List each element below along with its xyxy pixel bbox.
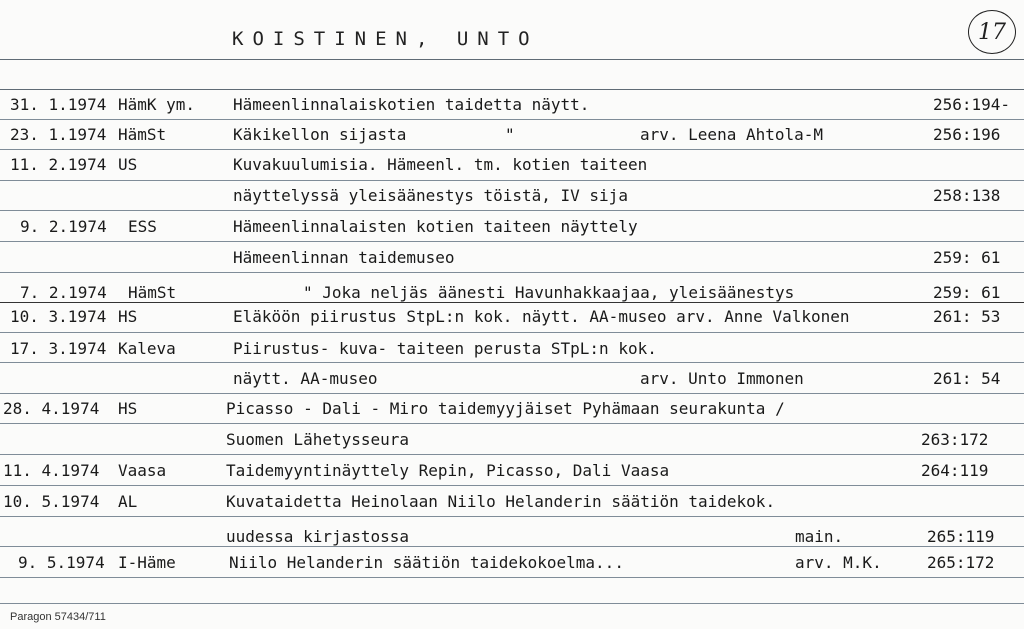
card-number-stamp: 17 [968, 10, 1016, 54]
entry-date: 9. 2.1974 [20, 217, 107, 236]
strikethrough-line [0, 302, 1024, 303]
entry-date: 31. 1.1974 [10, 95, 107, 114]
entry-text: näyttelyssä yleisäänestys töistä, IV sija [233, 186, 628, 205]
entry-text: Taidemyyntinäyttely Repin, Picasso, Dali Vaasa [226, 461, 670, 480]
card-title: KOISTINEN, UNTO [232, 28, 539, 50]
entry-text: Niilo Helanderin säätiön taidekokoelma... [229, 553, 624, 572]
entry-source: HS [118, 399, 138, 418]
entry-ref: 259: 61 [933, 283, 1001, 302]
rule-line [0, 89, 1024, 90]
rule-line [0, 210, 1024, 211]
entry-attribution: arv. Leena Ahtola-M [640, 125, 824, 144]
entry-text: Suomen Lähetysseura [226, 430, 410, 449]
rule-line [0, 485, 1024, 486]
card-entry [0, 125, 1024, 149]
entry-source: US [118, 155, 138, 174]
card-entry-struck [0, 283, 1024, 307]
entry-text: Piirustus- kuva- taiteen perusta STpL:n kok. [233, 339, 657, 358]
entry-date: 11. 4.1974 [3, 461, 100, 480]
entry-date: 10. 3.1974 [10, 307, 107, 326]
rule-line [0, 119, 1024, 120]
entry-source: ESS [128, 217, 157, 236]
entry-ref: 265:172 [927, 553, 995, 572]
entry-ref: 259: 61 [933, 248, 1001, 267]
rule-line [0, 577, 1024, 578]
entry-ref: 263:172 [921, 430, 989, 449]
card-entry [0, 492, 1024, 516]
entry-source: HämK ym. [118, 95, 196, 114]
entry-attribution: arv. Unto Immonen [640, 369, 804, 388]
rule-line [0, 59, 1024, 60]
rule-line [0, 423, 1024, 424]
entry-text: Käkikellon sijasta [233, 125, 407, 144]
entry-ditto: " [505, 125, 515, 144]
entry-source: AL [118, 492, 138, 511]
entry-ref: 256:196 [933, 125, 1001, 144]
card-entry [0, 527, 1024, 551]
rule-line [0, 149, 1024, 150]
entry-text: Hämeenlinnalaisten kotien taiteen näyttely [233, 217, 638, 236]
entry-source: I-Häme [118, 553, 176, 572]
card-entry [0, 339, 1024, 363]
card-entry [0, 186, 1024, 210]
card-footer-print: Paragon 57434/711 [10, 611, 106, 623]
entry-date: 28. 4.1974 [3, 399, 100, 418]
rule-line [0, 180, 1024, 181]
card-entry [0, 307, 1024, 331]
entry-attribution: arv. M.K. [795, 553, 882, 572]
card-entry [0, 399, 1024, 423]
rule-line [0, 332, 1024, 333]
card-entry [0, 461, 1024, 485]
entry-source: HS [118, 307, 138, 326]
entry-date: 10. 5.1974 [3, 492, 100, 511]
entry-text: " Joka neljäs äänesti Havunhakkaajaa, yleisäänestys [303, 283, 795, 302]
entry-ref: 258:138 [933, 186, 1001, 205]
entry-date: 7. 2.1974 [20, 283, 107, 302]
entry-source: HämSt [118, 125, 167, 144]
rule-line [0, 454, 1024, 455]
card-entry [0, 155, 1024, 179]
entry-text: Kuvakuulumisia. Hämeenl. tm. kotien taiteen [233, 155, 648, 174]
entry-ref: 261: 54 [933, 369, 1001, 388]
card-entry [0, 430, 1024, 454]
entry-ref: 261: 53 [933, 307, 1001, 326]
entry-text: Hämeenlinnalaiskotien taidetta näytt. [233, 95, 590, 114]
rule-line [0, 393, 1024, 394]
entry-date: 23. 1.1974 [10, 125, 107, 144]
entry-text: Eläköön piirustus StpL:n kok. näytt. AA-museo arv. Anne Valkonen [233, 307, 850, 326]
rule-line [0, 603, 1024, 604]
rule-line [0, 516, 1024, 517]
entry-text: Kuvataidetta Heinolaan Niilo Helanderin säätiön taidekok. [226, 492, 776, 511]
entry-source: Vaasa [118, 461, 167, 480]
entry-date: 17. 3.1974 [10, 339, 107, 358]
entry-attribution: main. [795, 527, 844, 546]
entry-text: näytt. AA-museo [233, 369, 378, 388]
entry-text: Hämeenlinnan taidemuseo [233, 248, 455, 267]
entry-ref: 265:119 [927, 527, 995, 546]
card-entry [0, 248, 1024, 272]
rule-line [0, 241, 1024, 242]
entry-ref: 256:194- [933, 95, 1011, 114]
entry-source: Kaleva [118, 339, 176, 358]
card-entry [0, 95, 1024, 119]
entry-text: Picasso - Dali - Miro taidemyyjäiset Pyhämaan seurakunta / [226, 399, 785, 418]
entry-ref: 264:119 [921, 461, 989, 480]
card-entry [0, 553, 1024, 577]
entry-source: HämSt [128, 283, 177, 302]
card-entry [0, 369, 1024, 393]
entry-date: 11. 2.1974 [10, 155, 107, 174]
rule-line [0, 272, 1024, 273]
entry-date: 9. 5.1974 [18, 553, 105, 572]
entry-text: uudessa kirjastossa [226, 527, 410, 546]
card-entry [0, 217, 1024, 241]
